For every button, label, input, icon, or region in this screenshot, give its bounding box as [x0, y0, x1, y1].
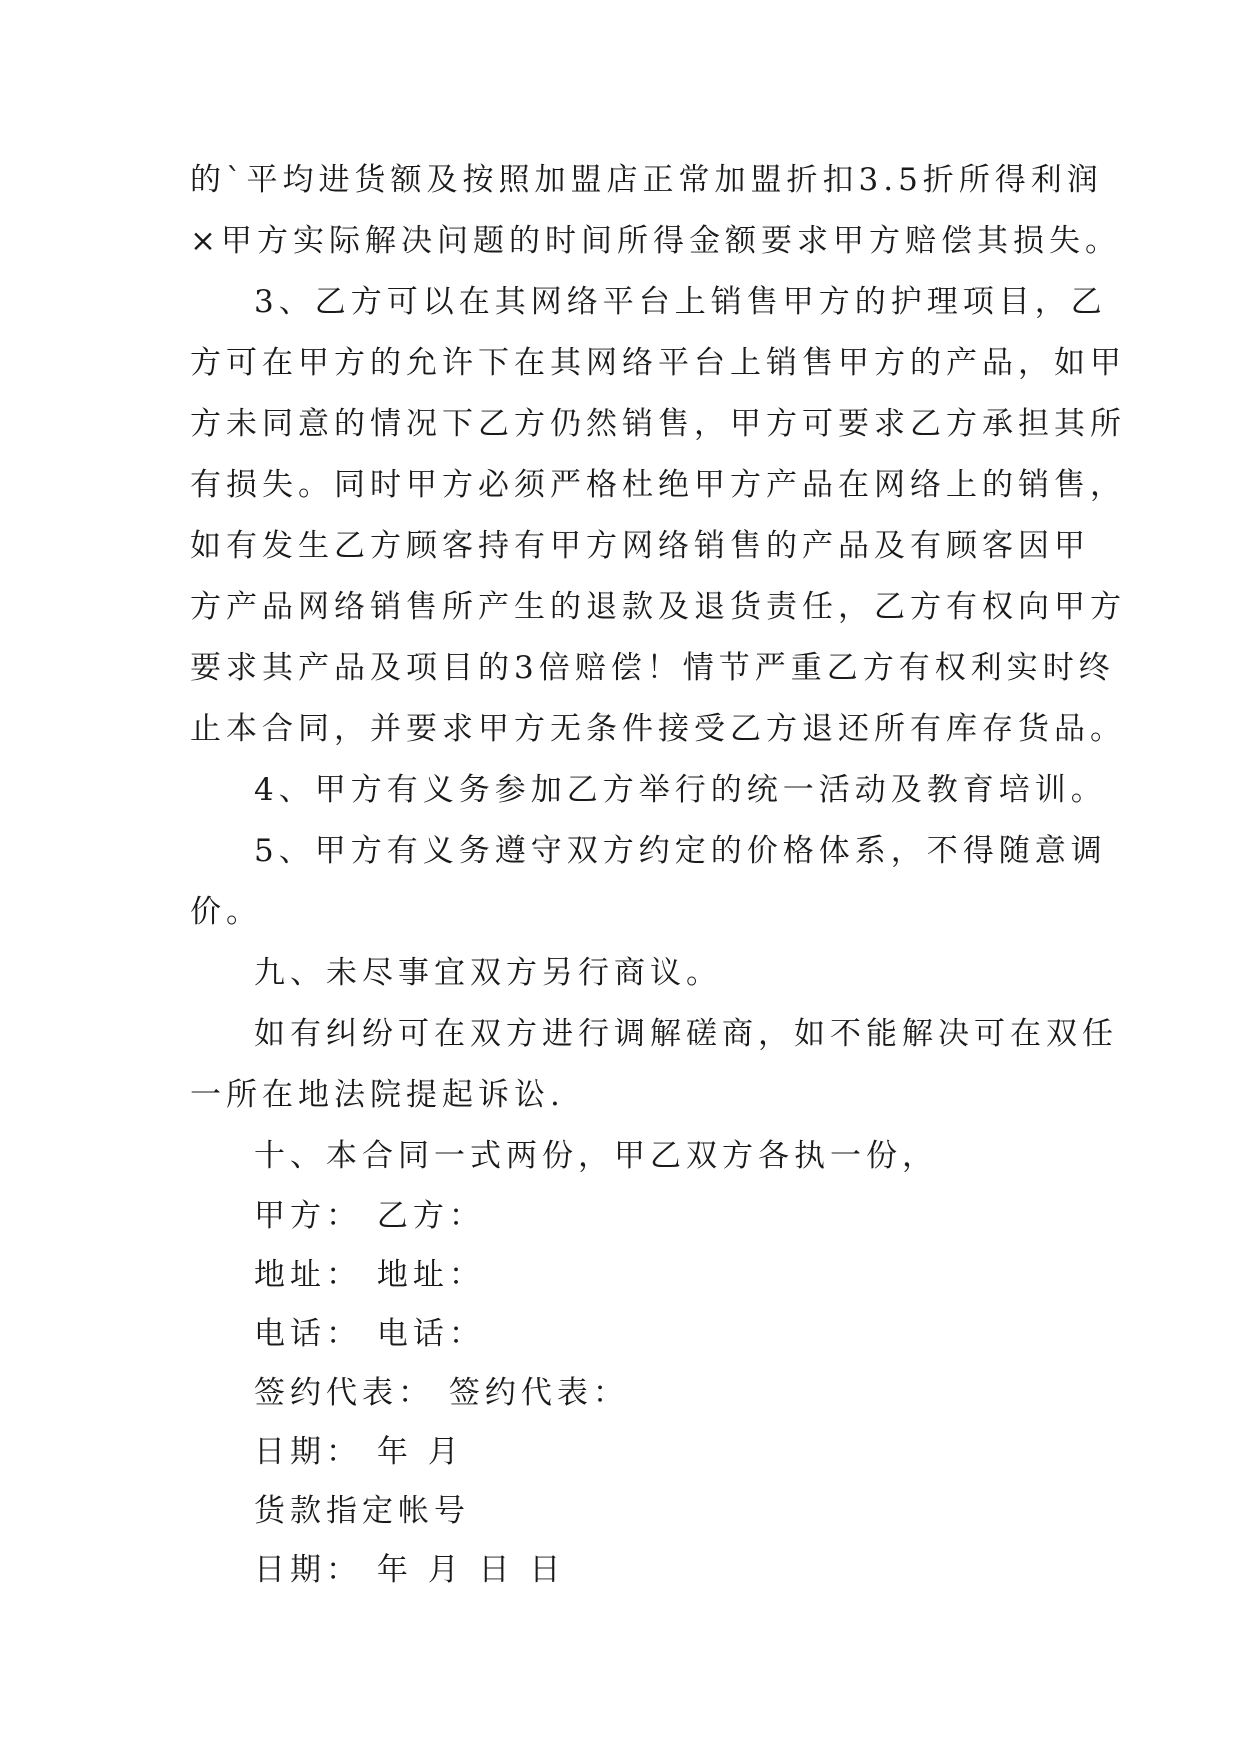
clause-4-line: 4、甲方有义务参加乙方举行的统一活动及教育培训。 [254, 772, 1107, 808]
paragraph-line: 有损失。同时甲方必须严格杜绝甲方产品在网络上的销售， [190, 467, 1126, 503]
signature-party-line: 甲方： 乙方： [254, 1198, 485, 1234]
signature-address-line: 地址： 地址： [254, 1257, 485, 1293]
paragraph-line: 价。 [190, 894, 262, 930]
clause-3-line: 3、乙方可以在其网络平台上销售甲方的护理项目，乙 [254, 284, 1107, 320]
paragraph-line: 的`平均进货额及按照加盟店正常加盟折扣3.5折所得利润 [190, 162, 1103, 198]
paragraph-line: 如有发生乙方顾客持有甲方网络销售的产品及有顾客因甲 [190, 528, 1090, 564]
signature-phone-line: 电话： 电话： [254, 1316, 485, 1352]
paragraph-line: 方可在甲方的允许下在其网络平台上销售甲方的产品，如甲 [190, 345, 1126, 381]
signature-date-line-2: 日期： 年 月 日 日 [254, 1552, 566, 1588]
paragraph-line: 方产品网络销售所产生的退款及退货责任，乙方有权向甲方 [190, 589, 1126, 625]
section-10-heading: 十、本合同一式两份，甲乙双方各执一份， [254, 1138, 938, 1174]
paragraph-line: 止本合同，并要求甲方无条件接受乙方退还所有库存货品。 [190, 711, 1126, 747]
payment-account-line: 货款指定帐号 [254, 1493, 470, 1529]
clause-5-line: 5、甲方有义务遵守双方约定的价格体系，不得随意调 [254, 833, 1107, 869]
paragraph-line: 要求其产品及项目的3倍赔偿！情节严重乙方有权利实时终 [190, 650, 1115, 686]
document-body [190, 150, 1126, 1600]
paragraph-line: ×甲方实际解决问题的时间所得金额要求甲方赔偿其损失。 [190, 223, 1121, 259]
paragraph-line: 一所在地法院提起诉讼. [190, 1077, 565, 1113]
paragraph-line: 方未同意的情况下乙方仍然销售，甲方可要求乙方承担其所 [190, 406, 1126, 442]
signature-representative-line: 签约代表： 签约代表： [254, 1375, 629, 1411]
section-9-heading: 九、未尽事宜双方另行商议。 [254, 955, 722, 991]
dispute-clause-line: 如有纠纷可在双方进行调解磋商，如不能解决可在双任 [254, 1016, 1118, 1052]
signature-date-line: 日期： 年 月 [254, 1434, 464, 1470]
